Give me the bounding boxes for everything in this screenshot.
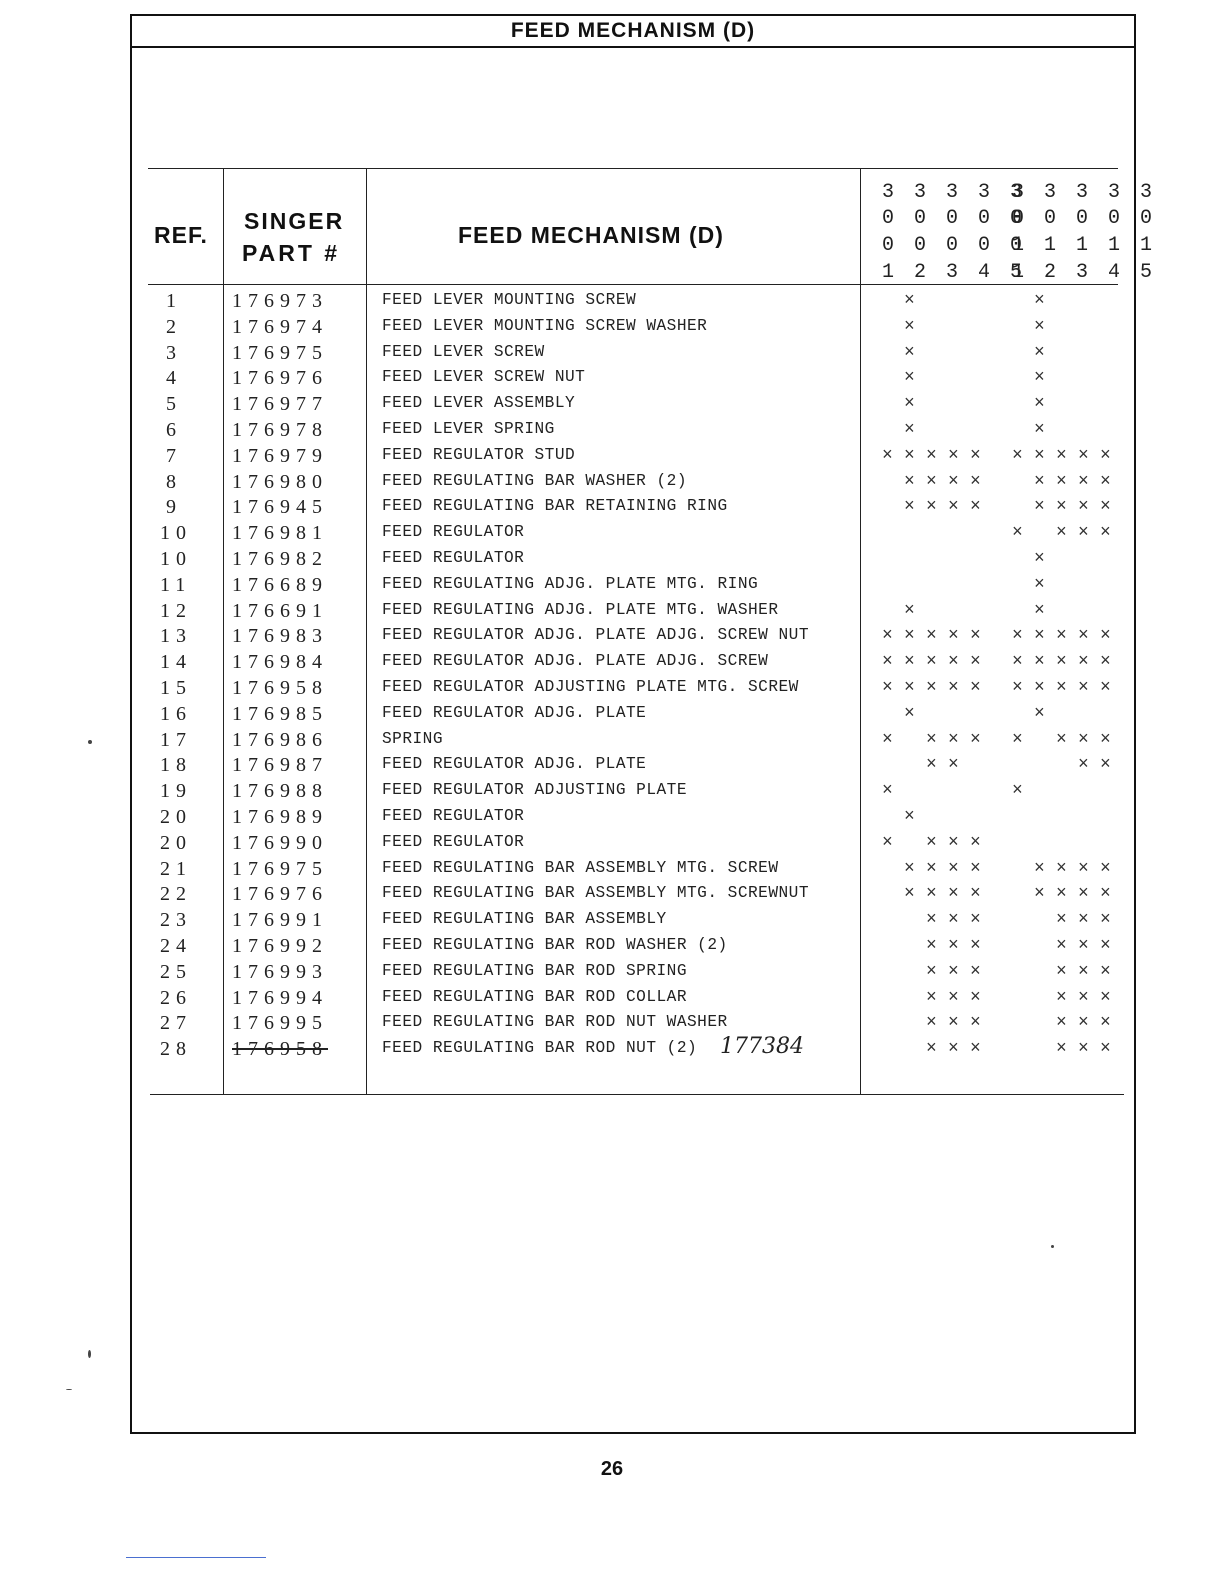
part-description: FEED REGULATING BAR ROD NUT (2) [382, 1039, 698, 1059]
table-row [0, 752, 1224, 778]
ref-number: 16 [160, 702, 192, 725]
table-row [0, 546, 1224, 572]
part-description: FEED REGULATING BAR RETAINING RING [382, 497, 728, 517]
applicability-mark: × [1034, 703, 1048, 724]
singer-part-number: 176988 [232, 780, 328, 803]
table-row [0, 856, 1224, 882]
part-description: SPRING [382, 729, 444, 749]
ref-number: 25 [160, 960, 192, 983]
ref-number: 13 [160, 625, 192, 648]
table-row [0, 778, 1224, 804]
applicability-mark: × [1056, 523, 1070, 544]
applicability-mark: × [970, 832, 984, 853]
page-number: 26 [600, 1458, 624, 1480]
applicability-mark: × [1056, 961, 1070, 982]
part-description: FEED REGULATOR ADJUSTING PLATE [382, 781, 688, 801]
part-description: FEED REGULATING BAR ASSEMBLY [382, 910, 667, 930]
part-description: FEED REGULATOR ADJG. PLATE ADJG. SCREW [382, 652, 769, 672]
applicability-mark: × [882, 832, 896, 853]
applicability-mark: × [1034, 600, 1048, 621]
applicability-mark: × [882, 781, 896, 802]
singer-part-number: 176689 [232, 573, 328, 596]
singer-part-number: 176993 [232, 960, 328, 983]
applicability-mark: × [1034, 291, 1048, 311]
ref-column-header: REF. [154, 222, 208, 248]
applicability-mark: × [1078, 858, 1092, 879]
table-row [0, 1010, 1224, 1036]
ref-number: 7 [166, 444, 182, 467]
applicability-mark: × [904, 858, 918, 879]
applicability-mark: × [1012, 445, 1026, 466]
ref-number: 23 [160, 909, 192, 932]
applicability-mark: × [1034, 652, 1048, 673]
ref-number: 12 [160, 599, 192, 622]
applicability-mark: × [948, 832, 962, 853]
applicability-mark: × [1078, 755, 1092, 776]
table-row [0, 830, 1224, 856]
table-row [0, 959, 1224, 985]
applicability-mark: × [904, 471, 918, 492]
model-digit-row: 0 0 0 0 0 [882, 207, 1027, 230]
applicability-mark: × [882, 626, 896, 647]
scan-speck [66, 1389, 72, 1390]
part-description: FEED REGULATOR STUD [382, 445, 576, 465]
applicability-mark: × [882, 729, 896, 750]
applicability-mark: × [1056, 1039, 1070, 1060]
table-row [0, 727, 1224, 753]
table-row [0, 881, 1224, 907]
scan-speck [88, 1350, 91, 1358]
applicability-mark: × [948, 1039, 962, 1060]
table-row [0, 572, 1224, 598]
ref-number: 5 [166, 393, 182, 416]
applicability-mark: × [1056, 652, 1070, 673]
applicability-mark: × [1056, 678, 1070, 698]
applicability-mark: × [926, 729, 940, 750]
part-description: FEED REGULATING ADJG. PLATE MTG. WASHER [382, 600, 779, 620]
singer-part-number: 176986 [232, 728, 328, 751]
applicability-mark: × [1078, 910, 1092, 931]
applicability-mark: × [1056, 910, 1070, 931]
applicability-mark: × [904, 884, 918, 905]
applicability-mark: × [1012, 652, 1026, 673]
applicability-mark: × [1056, 858, 1070, 879]
applicability-mark: × [904, 703, 918, 724]
applicability-mark: × [970, 626, 984, 647]
applicability-mark: × [970, 884, 984, 905]
applicability-mark: × [970, 678, 984, 698]
table-row [0, 391, 1224, 417]
part-description: FEED REGULATOR ADJG. PLATE [382, 703, 647, 723]
part-description: FEED REGULATING BAR ROD NUT WASHER [382, 1013, 728, 1033]
applicability-mark: × [1034, 497, 1048, 518]
part-description: FEED REGULATOR [382, 832, 525, 852]
ref-number: 6 [166, 419, 182, 441]
applicability-mark: × [882, 445, 896, 466]
applicability-mark: × [970, 729, 984, 750]
table-row [0, 675, 1224, 701]
applicability-mark: × [970, 910, 984, 931]
applicability-mark: × [970, 858, 984, 879]
applicability-mark: × [1100, 884, 1114, 905]
ref-number: 24 [160, 935, 192, 957]
applicability-mark: × [882, 652, 896, 673]
applicability-mark: × [1034, 549, 1048, 569]
singer-part-number: 176977 [232, 393, 328, 416]
table-row [0, 443, 1224, 469]
applicability-mark: × [904, 652, 918, 673]
applicability-mark: × [1056, 445, 1070, 466]
applicability-mark: × [948, 471, 962, 492]
applicability-mark: × [1100, 858, 1114, 879]
applicability-mark: × [1100, 626, 1114, 647]
applicability-mark: × [1078, 626, 1092, 647]
table-row [0, 598, 1224, 624]
applicability-mark: × [904, 600, 918, 621]
singer-part-number: 176975 [232, 857, 328, 880]
ref-number: 8 [166, 470, 182, 493]
applicability-mark: × [1056, 884, 1070, 905]
applicability-mark: × [948, 626, 962, 647]
applicability-mark: × [970, 1013, 984, 1034]
applicability-mark: × [970, 961, 984, 982]
table-row [0, 365, 1224, 391]
applicability-mark: × [948, 884, 962, 905]
part-description: FEED REGULATOR [382, 549, 525, 568]
applicability-mark: × [1056, 471, 1070, 492]
singer-part-number: 176974 [232, 315, 328, 338]
applicability-mark: × [948, 652, 962, 673]
singer-part-number: 176978 [232, 419, 328, 441]
page-title: FEED MECHANISM (D) [132, 16, 1134, 48]
ref-number: 2 [166, 315, 182, 338]
singer-part-number: 176995 [232, 1012, 328, 1035]
applicability-mark: × [1078, 936, 1092, 956]
ref-number: 10 [160, 522, 192, 545]
applicability-mark: × [970, 497, 984, 518]
part-description: FEED REGULATING BAR ASSEMBLY MTG. SCREWNUT [382, 884, 810, 904]
part-description: FEED REGULATOR [382, 807, 525, 826]
singer-part-number: 176989 [232, 806, 328, 828]
applicability-mark: × [1056, 497, 1070, 518]
applicability-mark: × [926, 884, 940, 905]
applicability-mark: × [1078, 497, 1092, 518]
applicability-mark: × [904, 394, 918, 415]
applicability-mark: × [948, 987, 962, 1008]
scan-underline [126, 1557, 266, 1558]
applicability-mark: × [1078, 445, 1092, 466]
model-digit-row: 0 0 0 0 0 [882, 234, 1027, 257]
part-description: FEED REGULATING ADJG. PLATE MTG. RING [382, 574, 759, 594]
applicability-mark: × [970, 652, 984, 673]
singer-part-number: 176985 [232, 702, 328, 725]
applicability-mark: × [904, 342, 918, 363]
ref-number: 21 [160, 857, 192, 880]
part-description: FEED REGULATOR ADJUSTING PLATE MTG. SCREW [382, 678, 799, 697]
applicability-mark: × [926, 961, 940, 982]
applicability-mark: × [1034, 884, 1048, 905]
applicability-mark: × [1100, 445, 1114, 466]
part-description: FEED REGULATOR ADJG. PLATE [382, 755, 647, 775]
applicability-mark: × [1034, 471, 1048, 492]
model-digit-row: 0 0 0 0 0 [1012, 207, 1157, 230]
applicability-mark: × [904, 420, 918, 440]
applicability-mark: × [1100, 961, 1114, 982]
applicability-mark: × [926, 652, 940, 673]
table-row [0, 623, 1224, 649]
applicability-mark: × [1100, 936, 1114, 956]
table-row [0, 340, 1224, 366]
applicability-mark: × [1012, 626, 1026, 647]
part-description: FEED LEVER MOUNTING SCREW [382, 291, 637, 310]
applicability-mark: × [1034, 858, 1048, 879]
ref-number: 27 [160, 1012, 192, 1035]
part-description: FEED LEVER SPRING [382, 420, 555, 439]
ref-number: 28 [160, 1038, 192, 1061]
applicability-mark: × [1078, 987, 1092, 1008]
part-description: FEED REGULATOR ADJG. PLATE ADJG. SCREW NUT [382, 626, 810, 646]
applicability-mark: × [948, 910, 962, 931]
model-digit-row: 1 1 1 1 1 [1012, 234, 1157, 257]
scan-speck [88, 740, 92, 744]
ref-number: 9 [166, 496, 182, 519]
part-description: FEED LEVER MOUNTING SCREW WASHER [382, 316, 708, 336]
applicability-mark: × [1034, 445, 1048, 466]
table-row [0, 469, 1224, 495]
part-description: FEED REGULATOR [382, 523, 525, 543]
applicability-mark: × [1056, 1013, 1070, 1034]
applicability-mark: × [1034, 420, 1048, 440]
applicability-mark: × [1034, 342, 1048, 363]
applicability-mark: × [1056, 936, 1070, 956]
table-row [0, 417, 1224, 443]
model-digit-row: 3 3 3 3 3 [882, 181, 1027, 204]
applicability-mark: × [1034, 394, 1048, 415]
singer-part-number: 176990 [232, 831, 328, 854]
singer-part-number: 176981 [232, 522, 328, 545]
table-row [0, 933, 1224, 959]
singer-part-number: 176976 [232, 883, 328, 906]
part-description: FEED REGULATING BAR WASHER (2) [382, 471, 688, 491]
applicability-mark: × [948, 961, 962, 982]
applicability-mark: × [948, 755, 962, 776]
part-description: FEED LEVER ASSEMBLY [382, 394, 576, 414]
handwritten-part-correction: 177384 [720, 1034, 804, 1060]
part-description: FEED REGULATING BAR ROD SPRING [382, 961, 688, 981]
ref-number: 14 [160, 651, 192, 674]
applicability-mark: × [1078, 1039, 1092, 1060]
part-description: FEED LEVER SCREW NUT [382, 368, 586, 388]
singer-part-number: 176945 [232, 496, 328, 519]
applicability-mark: × [970, 1039, 984, 1060]
applicability-mark: × [970, 936, 984, 956]
table-row [0, 288, 1224, 314]
applicability-mark: × [904, 497, 918, 518]
applicability-mark: × [926, 755, 940, 776]
ref-number: 17 [160, 728, 192, 751]
applicability-mark: × [926, 678, 940, 698]
singer-part-number: 176976 [232, 367, 328, 390]
description-column-header: FEED MECHANISM (D) [458, 222, 724, 248]
ref-number: 3 [166, 341, 182, 364]
ref-number: 11 [160, 573, 192, 596]
applicability-mark: × [1078, 729, 1092, 750]
applicability-mark: × [1100, 910, 1114, 931]
applicability-mark: × [1100, 471, 1114, 492]
applicability-mark: × [1012, 729, 1026, 750]
applicability-mark: × [904, 807, 918, 827]
applicability-mark: × [926, 910, 940, 931]
table-bottom-rule [150, 1094, 1124, 1095]
applicability-mark: × [1078, 652, 1092, 673]
part-description: FEED REGULATING BAR ROD COLLAR [382, 987, 688, 1007]
scan-speck [1051, 1245, 1054, 1248]
singer-part-number: 176958 [232, 677, 328, 699]
applicability-mark: × [1078, 884, 1092, 905]
ref-number: 1 [166, 290, 182, 312]
applicability-mark: × [948, 936, 962, 956]
singer-part-number: 176973 [232, 290, 328, 312]
applicability-mark: × [1078, 471, 1092, 492]
applicability-mark: × [926, 497, 940, 518]
applicability-mark: × [1100, 1039, 1114, 1060]
ref-number: 10 [160, 548, 192, 570]
model-digit-row: 3 3 3 3 3 [1012, 181, 1157, 204]
applicability-mark: × [948, 678, 962, 698]
applicability-mark: × [926, 832, 940, 853]
applicability-mark: × [1100, 755, 1114, 776]
applicability-mark: × [1056, 626, 1070, 647]
table-header-rule [148, 284, 1118, 285]
applicability-mark: × [948, 729, 962, 750]
table-row [0, 494, 1224, 520]
table-row [0, 520, 1224, 546]
applicability-mark: × [1034, 626, 1048, 647]
applicability-mark: × [1100, 1013, 1114, 1034]
singer-part-number: 176987 [232, 754, 328, 777]
applicability-mark: × [926, 1013, 940, 1034]
applicability-mark: × [1100, 729, 1114, 750]
table-row [0, 649, 1224, 675]
singer-part-number: 176982 [232, 548, 328, 570]
singer-part-number: 176994 [232, 986, 328, 1009]
applicability-mark: × [926, 936, 940, 956]
part-description: FEED REGULATING BAR ROD WASHER (2) [382, 936, 728, 955]
singer-part-number: 176691 [232, 599, 328, 622]
applicability-mark: × [1056, 987, 1070, 1008]
singer-part-number: 176991 [232, 909, 328, 932]
applicability-mark: × [1012, 523, 1026, 544]
part-column-header-line1: SINGER [244, 208, 345, 234]
applicability-mark: × [970, 987, 984, 1008]
ref-number: 19 [160, 780, 192, 803]
table-row [0, 907, 1224, 933]
applicability-mark: × [948, 497, 962, 518]
table-row [0, 314, 1224, 340]
applicability-mark: × [904, 445, 918, 466]
model-digit-row: 1 2 3 4 5 [882, 261, 1027, 284]
applicability-mark: × [1056, 729, 1070, 750]
applicability-mark: × [948, 858, 962, 879]
applicability-mark: × [1100, 652, 1114, 673]
ref-number: 20 [160, 806, 192, 828]
applicability-mark: × [926, 858, 940, 879]
applicability-mark: × [926, 1039, 940, 1060]
table-row [0, 1036, 1224, 1062]
singer-part-number: 176979 [232, 444, 328, 467]
applicability-mark: × [970, 445, 984, 466]
applicability-mark: × [904, 626, 918, 647]
applicability-mark: × [1034, 368, 1048, 389]
part-column-header-line2: PART # [242, 240, 341, 266]
singer-part-number: 176983 [232, 625, 328, 648]
applicability-mark: × [1034, 316, 1048, 337]
table-row [0, 804, 1224, 830]
part-description: FEED REGULATING BAR ASSEMBLY MTG. SCREW [382, 858, 779, 878]
applicability-mark: × [926, 987, 940, 1008]
singer-part-number: 176980 [232, 470, 328, 493]
table-row [0, 701, 1224, 727]
applicability-mark: × [1100, 497, 1114, 518]
applicability-mark: × [1012, 781, 1026, 802]
table-top-rule [148, 168, 1118, 169]
applicability-mark: × [1078, 961, 1092, 982]
applicability-mark: × [1100, 987, 1114, 1008]
ref-number: 18 [160, 754, 192, 777]
applicability-mark: × [1012, 678, 1026, 698]
applicability-mark: × [904, 316, 918, 337]
ref-number: 4 [166, 367, 182, 390]
singer-part-number: 176975 [232, 341, 328, 364]
applicability-mark: × [1100, 523, 1114, 544]
applicability-mark: × [882, 678, 896, 698]
applicability-mark: × [1034, 678, 1048, 698]
ref-number: 20 [160, 831, 192, 854]
applicability-mark: × [948, 1013, 962, 1034]
applicability-mark: × [904, 291, 918, 311]
applicability-mark: × [1078, 1013, 1092, 1034]
table-row [0, 985, 1224, 1011]
ref-number: 22 [160, 883, 192, 906]
applicability-mark: × [1078, 523, 1092, 544]
applicability-mark: × [948, 445, 962, 466]
ref-number: 26 [160, 986, 192, 1009]
singer-part-number: 176958 [232, 1038, 328, 1061]
applicability-mark: × [904, 368, 918, 389]
applicability-mark: × [926, 471, 940, 492]
part-description: FEED LEVER SCREW [382, 342, 545, 362]
model-digit-row: 1 2 3 4 5 [1012, 261, 1157, 284]
singer-part-number: 176984 [232, 651, 328, 674]
applicability-mark: × [970, 471, 984, 492]
singer-part-number: 176992 [232, 935, 328, 957]
applicability-mark: × [904, 678, 918, 698]
applicability-mark: × [926, 626, 940, 647]
applicability-mark: × [1034, 574, 1048, 595]
ref-number: 15 [160, 677, 192, 699]
applicability-mark: × [926, 445, 940, 466]
applicability-mark: × [1100, 678, 1114, 698]
applicability-mark: × [1078, 678, 1092, 698]
